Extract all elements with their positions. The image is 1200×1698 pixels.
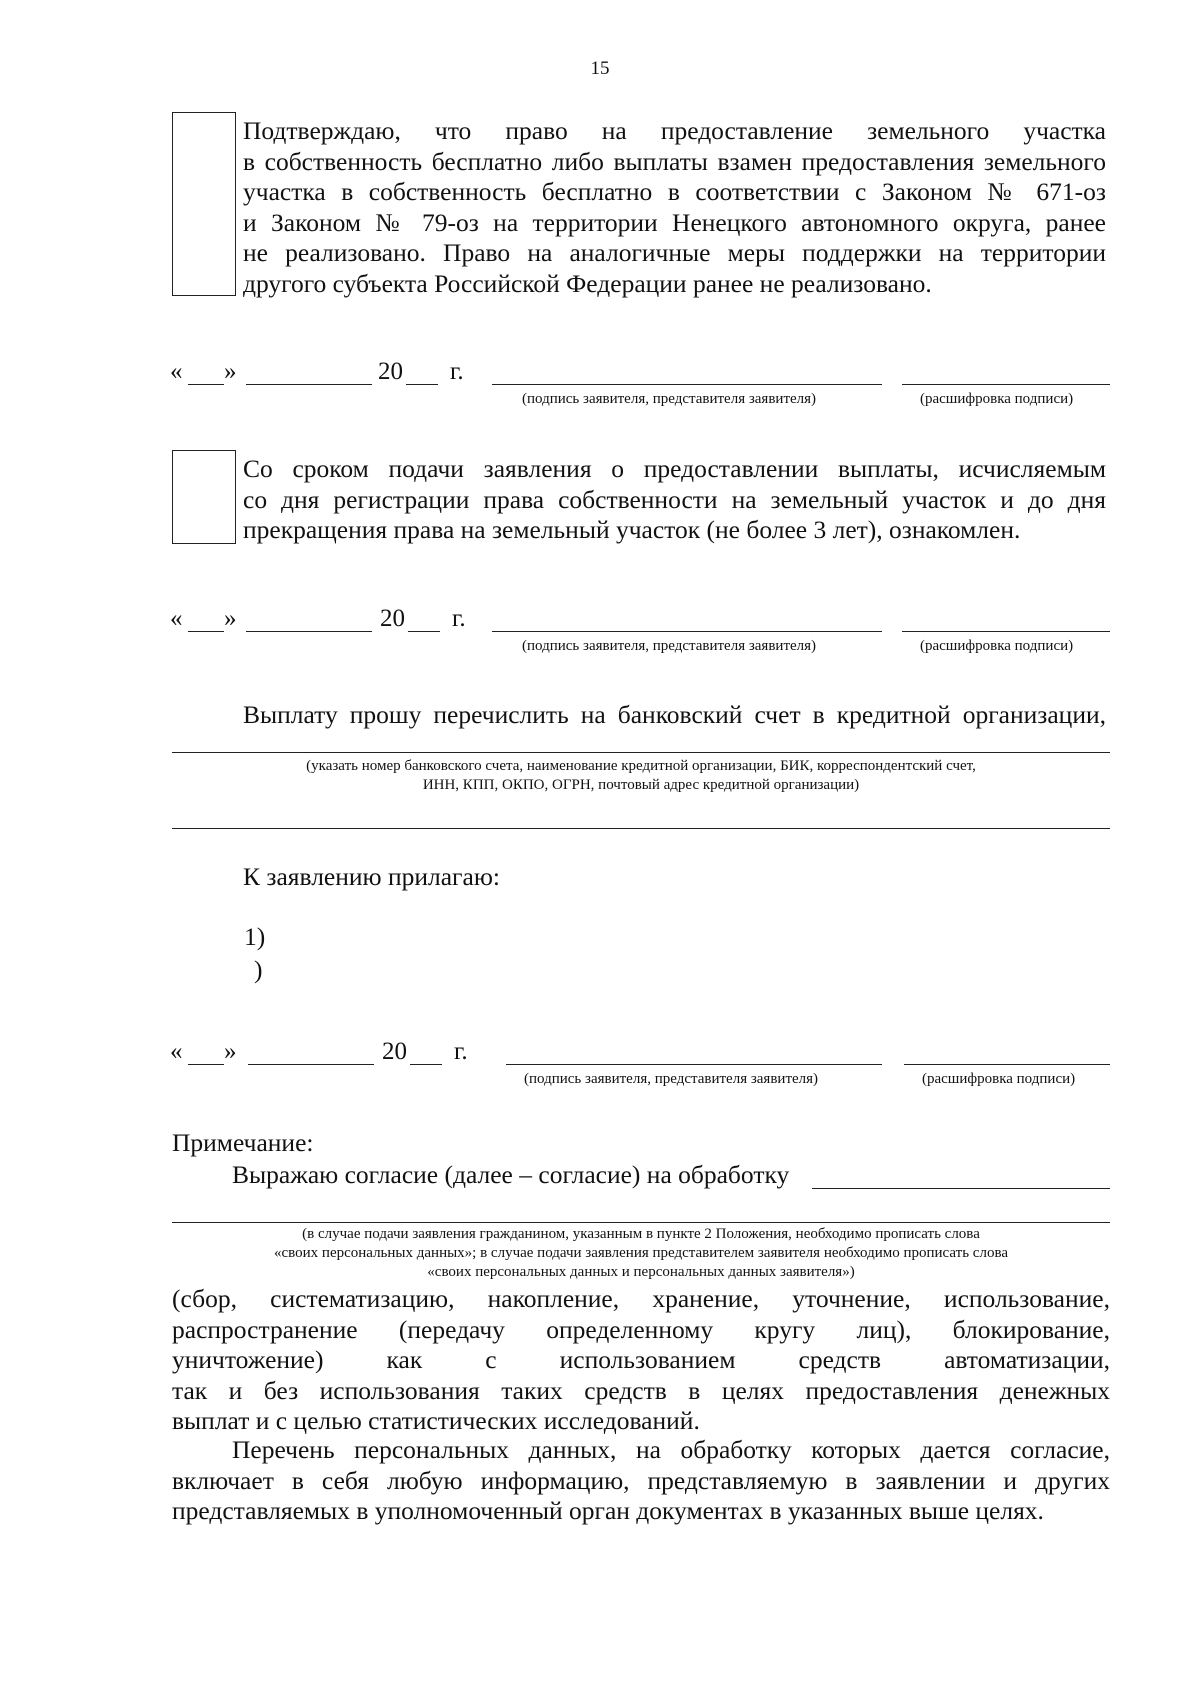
decode-caption: (расшифровка подписи) [922, 1071, 1076, 1087]
consent-subject-line-2[interactable] [172, 1222, 1110, 1223]
open-quote: « [170, 1038, 183, 1065]
signature-field[interactable] [492, 631, 882, 632]
confirm-right-text [243, 116, 1106, 299]
signature-row-3 [0, 1038, 1200, 1074]
confirm-line: не реализовано. Право на аналогичные меры поддержки на территории [243, 238, 1106, 267]
attachments-title: К заявлению прилагаю: [243, 862, 500, 891]
attachment-item-1: 1) [244, 922, 266, 951]
acknowledge-term-text [243, 454, 1106, 546]
attachment-item-2: ) [254, 955, 263, 984]
acknowledge-term-checkbox[interactable] [172, 450, 236, 544]
close-quote: » [224, 1038, 237, 1065]
bank-request-text: Выплату прошу перечислить на банковский счет в кредитной организации, [243, 700, 1106, 729]
page-number: 15 [590, 58, 610, 79]
day-field[interactable] [188, 384, 224, 385]
confirm-line: и Законом № 79-оз на территории Ненецкого автономного округа, ранее [243, 207, 1106, 237]
year-suffix: г. [454, 1038, 468, 1065]
year-field[interactable] [406, 384, 438, 385]
bank-details-line-1[interactable] [172, 752, 1110, 753]
sign-caption: (подпись заявителя, представителя заявителя) [522, 391, 817, 407]
sign-caption: (подпись заявителя, представителя заявителя) [524, 1071, 819, 1087]
year-prefix: 20 [378, 358, 403, 385]
confirm-line: другого субъекта Российской Федерации ранее не реализовано. [243, 268, 932, 298]
signature-field[interactable] [492, 384, 882, 385]
open-quote: « [170, 605, 183, 632]
confirm-line: в собственность бесплатно либо выплаты взамен предоставления земельного [243, 146, 1106, 176]
consent-hint: (в случае подачи заявления гражданином, указанным в пункте 2 Положения, необходимо прописать слова «своих персональных данных»; в случае подачи заявления представителем заявителя необходимо прописать слова «своих персональных данных и персональных данных заявителя») [274, 1226, 1008, 1280]
confirm-line: участка в собственность бесплатно в соответствии с Законом № 671-оз [243, 177, 1106, 206]
signature-row-2 [0, 605, 1200, 641]
day-field[interactable] [188, 631, 224, 632]
bank-details-hint: (указать номер банковского счета, наименование кредитной организации, БИК, корреспондентский счет, ИНН, КПП, ОКПО, ОГРН, почтовый адрес кредитной организации) [306, 758, 976, 793]
acknowledge-line: Со сроком подачи заявления о предоставлении выплаты, исчисляемым [243, 454, 1106, 483]
decode-caption: (расшифровка подписи) [920, 638, 1074, 654]
signature-row-1 [0, 358, 1200, 394]
sign-caption: (подпись заявителя, представителя заявителя) [522, 638, 817, 654]
confirm-line: Подтверждаю, что право на предоставление земельного участка [243, 116, 1106, 145]
decode-caption: (расшифровка подписи) [920, 391, 1074, 407]
decode-field[interactable] [902, 384, 1110, 385]
year-prefix: 20 [380, 605, 405, 632]
month-field[interactable] [248, 1064, 374, 1065]
year-suffix: г. [452, 605, 466, 632]
open-quote: « [170, 358, 183, 385]
month-field[interactable] [246, 384, 372, 385]
year-field[interactable] [408, 631, 440, 632]
acknowledge-line: со дня регистрации права собственности на земельный участок и до дня [243, 484, 1106, 514]
signature-field[interactable] [506, 1064, 882, 1065]
day-field[interactable] [188, 1064, 224, 1065]
month-field[interactable] [246, 631, 372, 632]
note-title: Примечание: [172, 1128, 314, 1157]
close-quote: » [224, 358, 237, 385]
acknowledge-line: прекращения права на земельный участок (не более 3 лет), ознакомлен. [243, 515, 1021, 544]
decode-field[interactable] [904, 1064, 1110, 1065]
year-suffix: г. [450, 358, 464, 385]
personal-data-paragraph: Перечень персональных данных, на обработку которых дается согласие, включает в себя любую информацию, представляемую в заявлении и других представляемых в уполномоченный орган документах в указанных выше целях. [172, 1435, 1110, 1525]
year-prefix: 20 [382, 1038, 407, 1065]
confirm-right-checkbox[interactable] [172, 112, 236, 296]
year-field[interactable] [410, 1064, 442, 1065]
close-quote: » [224, 605, 237, 632]
consent-text: Выражаю согласие (далее – согласие) на обработку [232, 1160, 790, 1189]
consent-scope-paragraph: (сбор, систематизацию, накопление, хранение, уточнение, использование, распространение (передачу определенному кругу лиц), блокирование, уничтожение) как с использованием средств автоматизации, так и без использования таких средств в целях предоставления денежных выплат и с целью статистических исследований. [172, 1284, 1110, 1435]
consent-subject-field[interactable] [812, 1188, 1110, 1189]
decode-field[interactable] [902, 631, 1110, 632]
bank-details-line-2[interactable] [172, 828, 1110, 829]
